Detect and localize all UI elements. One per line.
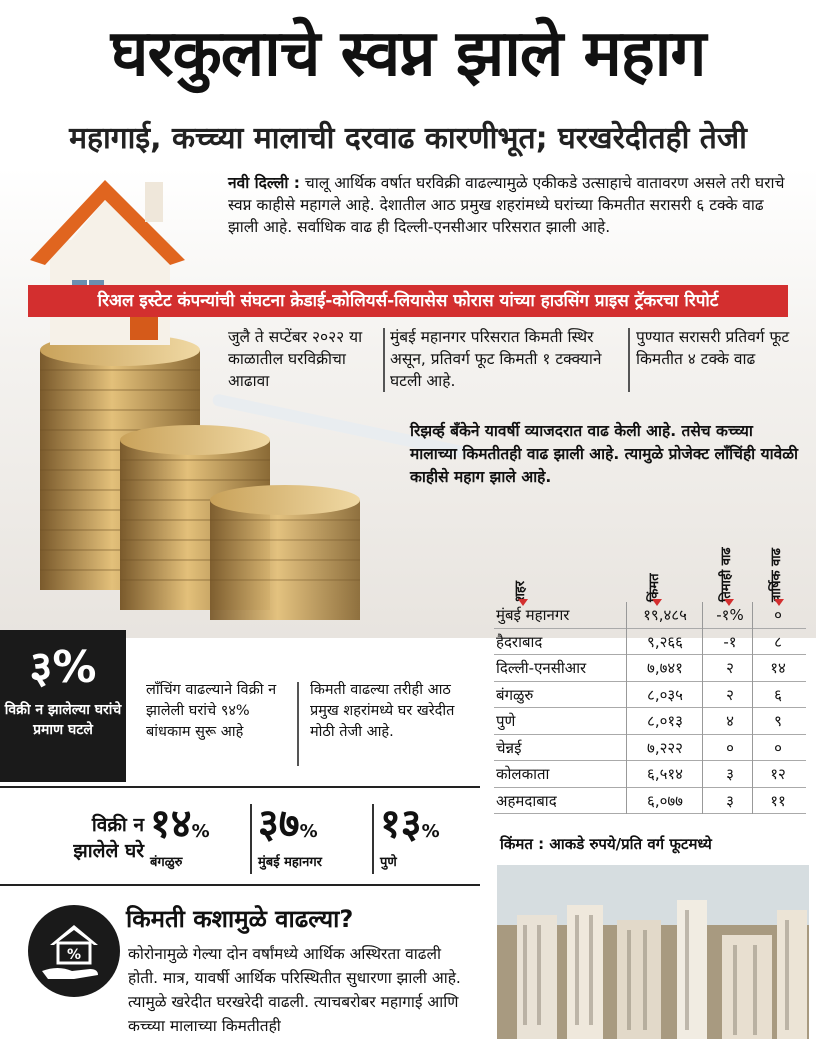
cell-annual: ८ — [774, 632, 782, 651]
tracker-point-2: मुंबई महानगर परिसरात किमती स्थिर असून, प्रतिवर्ग फूट किमती १ टक्क्याने घटली आहे. — [390, 328, 602, 390]
cell-city: अहमदाबाद — [496, 791, 557, 810]
cell-city: बंगळुरु — [496, 685, 534, 704]
tracker-point-1: जुलै ते सप्टेंबर २०२२ या काळातील घरविक्रीचा आढावा — [228, 328, 363, 390]
report-banner: रिअल इस्टेट कंपन्यांची संघटना क्रेडाई-कोलियर्स-लियासेस फोरास यांच्या हाउसिंग प्राइस ट्रॅकरचा रिपोर्ट — [28, 285, 788, 317]
divider — [372, 804, 374, 874]
cell-city: पुणे — [496, 712, 516, 730]
divider — [628, 328, 630, 392]
header-quarterly: तिमाही वाढ — [719, 547, 734, 602]
cell-quarterly: -१ — [723, 632, 737, 651]
unsold-share-label: विक्री न झालेल्या घरांचे प्रमाण घटले — [4, 702, 122, 738]
svg-text:%: % — [66, 947, 82, 963]
unsold-share-box — [0, 630, 126, 782]
cell-city: मुंबई महानगर — [496, 606, 570, 624]
headline: घरकुलाचे स्वप्न झाले महाग — [110, 17, 706, 91]
unsold-bengaluru-value: १४% — [150, 801, 210, 847]
table-row — [494, 682, 806, 709]
cell-quarterly: २ — [726, 685, 734, 704]
cell-annual: ६ — [774, 685, 782, 704]
cell-city: हैदराबाद — [496, 632, 543, 651]
cell-price: ६,५१४ — [647, 765, 683, 783]
cell-price: ८,०३५ — [647, 685, 683, 704]
table-row — [494, 788, 806, 815]
unsold-bengaluru-city: बंगळुरु — [150, 855, 183, 870]
table-row — [494, 602, 806, 629]
cell-quarterly: ३ — [726, 765, 734, 783]
table-row — [494, 629, 806, 656]
mid-point-2: किमती वाढल्या तरीही आठ प्रमुख शहरांमध्ये घर खरेदीत मोठी तेजी आहे. — [310, 682, 455, 740]
table-header — [494, 510, 806, 602]
cell-quarterly: ४ — [726, 712, 734, 730]
header-city: शहर — [513, 580, 528, 602]
subheadline: महागाई, कच्च्या मालाची दरवाढ कारणीभूत; घरखरेदीतही तेजी — [69, 121, 747, 156]
intro-paragraph — [228, 172, 798, 238]
tracker-point-3: पुण्यात सरासरी प्रतिवर्ग फूट किमतीत ४ टक्के वाढ — [636, 328, 790, 368]
table-row — [494, 655, 806, 682]
cell-price: ६,०७७ — [647, 791, 683, 810]
table-note: किंमत : आकडे रुपये/प्रति वर्ग फूटमध्ये — [500, 835, 712, 853]
cell-annual: ९ — [774, 712, 782, 730]
cell-quarterly: ३ — [726, 791, 734, 810]
divider — [383, 328, 385, 392]
unsold-pune-city: पुणे — [380, 855, 397, 870]
house-on-coins-illustration — [10, 170, 480, 640]
table-divider — [702, 602, 703, 814]
why-section-title: किमती कशामुळे वाढल्या? — [126, 905, 354, 933]
divider — [297, 682, 299, 766]
table-row — [494, 708, 806, 735]
header-price: किंमत — [647, 573, 662, 602]
dateline: नवी दिल्ली : — [228, 174, 300, 192]
table-row — [494, 761, 806, 788]
unsold-share-value: ३% — [29, 642, 97, 693]
cell-price: १९,४८५ — [643, 606, 687, 624]
cell-quarterly: -१% — [716, 606, 744, 624]
cell-city: दिल्ली-एनसीआर — [496, 659, 587, 677]
cell-price: ९,२६६ — [647, 632, 683, 651]
unsold-pune-value: १३% — [380, 801, 440, 847]
cell-annual: १२ — [770, 765, 786, 783]
mid-point-1: लॉंचिंग वाढल्याने विक्री न झालेली घरांचे ९४% बांधकाम सुरू आहे — [146, 682, 277, 740]
section-rule — [0, 884, 480, 886]
unsold-mumbai-city: मुंबई महानगर — [258, 855, 323, 870]
divider — [250, 804, 252, 874]
cell-price: ७,७४१ — [647, 659, 683, 677]
section-rule — [0, 786, 480, 788]
unsold-mumbai-value: ३७% — [258, 801, 318, 847]
header-annual: वार्षिक वाढ — [769, 548, 784, 602]
table-divider — [626, 602, 627, 814]
cell-annual: ० — [774, 606, 782, 624]
table-divider — [752, 602, 753, 814]
unsold-cities-label: विक्री न झालेले घरे — [73, 814, 144, 862]
cell-annual: ० — [774, 738, 782, 757]
price-table — [494, 602, 806, 814]
cell-quarterly: २ — [726, 659, 734, 677]
cell-city: चेन्नई — [496, 738, 522, 757]
table-row — [494, 735, 806, 762]
why-section-text: कोरोनामुळे गेल्या दोन वर्षांमध्ये आर्थिक अस्थिरता वाढली होती. मात्र, यावर्षी आर्थिक परिस्थितीत सुधारणा झाली आहे. त्यामुळे खरेदीत घरखरेदी वाढली. त्याचबरोबर महागाई आणि कच्च्या मालाच्या किमतीतही — [128, 945, 461, 1035]
rbi-note: रिझर्व्ह बँकेने यावर्षी व्याजदरात वाढ केली आहे. तसेच कच्च्या मालाच्या किमतीतही वाढ झाली आहे. त्यामुळे प्रोजेक्ट लॉंचिंही यावेळी काहीसे महाग झाले आहे. — [410, 422, 798, 486]
city-skyline-photo — [497, 865, 809, 1039]
cell-city: कोलकाता — [496, 765, 550, 783]
cell-price: ८,०१३ — [647, 712, 683, 730]
cell-quarterly: ० — [726, 738, 734, 757]
cell-price: ७,२२२ — [647, 738, 683, 757]
why-section-body — [28, 942, 468, 1038]
cell-annual: ११ — [770, 791, 786, 810]
intro-text: चालू आर्थिक वर्षात घरविक्री वाढल्यामुळे एकीकडे उत्साहाचे वातावरण असले तरी घराचे स्वप्न काहीसे महागले आहे. देशातील आठ प्रमुख शहरांमध्ये घरांच्या किमतीत सरासरी ६ टक्के वाढ झाली आहे. सर्वाधिक वाढ ही दिल्ली-एनसीआर परिसरात झाली आहे. — [228, 174, 785, 236]
cell-annual: १४ — [770, 659, 786, 677]
